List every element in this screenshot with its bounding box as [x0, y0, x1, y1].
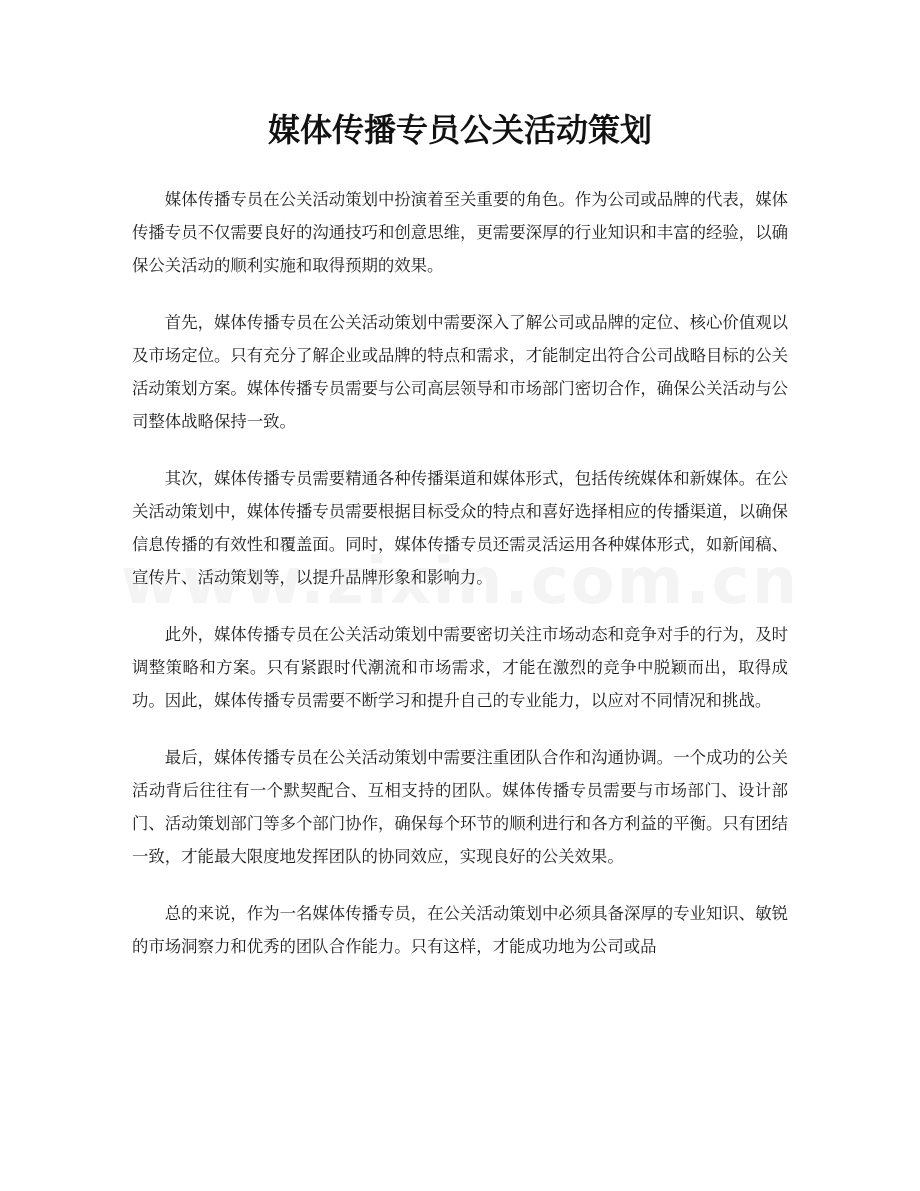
document-body [132, 183, 788, 987]
document-title: 媒体传播专员公关活动策划 [267, 111, 652, 149]
paragraph-5: 最后，媒体传播专员在公关活动策划中需要注重团队合作和沟通协调。一个成功的公关活动背后往往有一个默契配合、互相支持的团队。媒体传播专员需要与市场部门、设计部门、活动策划部门等多个部门协作，确保每个环节的顺利进行和各方利益的平衡。只有团结一致，才能最大限度地发挥团队的协同效应，实现良好的公关效果。 [132, 748, 788, 866]
paragraph-4: 此外，媒体传播专员在公关活动策划中需要密切关注市场动态和竞争对手的行为，及时调整策略和方案。只有紧跟时代潮流和市场需求，才能在激烈的竞争中脱颖而出，取得成功。因此，媒体传播专员需要不断学习和提升自己的专业能力，以应对不同情况和挑战。 [132, 625, 788, 710]
paragraph-2: 首先，媒体传播专员在公关活动策划中需要深入了解公司或品牌的定位、核心价值观以及市场定位。只有充分了解企业或品牌的特点和需求，才能制定出符合公司战略目标的公关活动策划方案。媒体传播专员需要与公司高层领导和市场部门密切合作，确保公关活动与公司整体战略保持一致。 [132, 313, 788, 431]
paragraph-6: 总的来说，作为一名媒体传播专员，在公关活动策划中必须具备深厚的专业知识、敏锐的市场洞察力和优秀的团队合作能力。只有这样，才能成功地为公司或品 [132, 904, 788, 956]
paragraph-3: 其次，媒体传播专员需要精通各种传播渠道和媒体形式，包括传统媒体和新媒体。在公关活动策划中，媒体传播专员需要根据目标受众的特点和喜好选择相应的传播渠道，以确保信息传播的有效性和覆盖面。同时，媒体传播专员还需灵活运用各种媒体形式，如新闻稿、宣传片、活动策划等，以提升品牌形象和影响力。 [132, 469, 788, 587]
paragraph-1: 媒体传播专员在公关活动策划中扮演着至关重要的角色。作为公司或品牌的代表，媒体传播专员不仅需要良好的沟通技巧和创意思维，更需要深厚的行业知识和丰富的经验，以确保公关活动的顺利实施和取得预期的效果。 [132, 190, 788, 275]
